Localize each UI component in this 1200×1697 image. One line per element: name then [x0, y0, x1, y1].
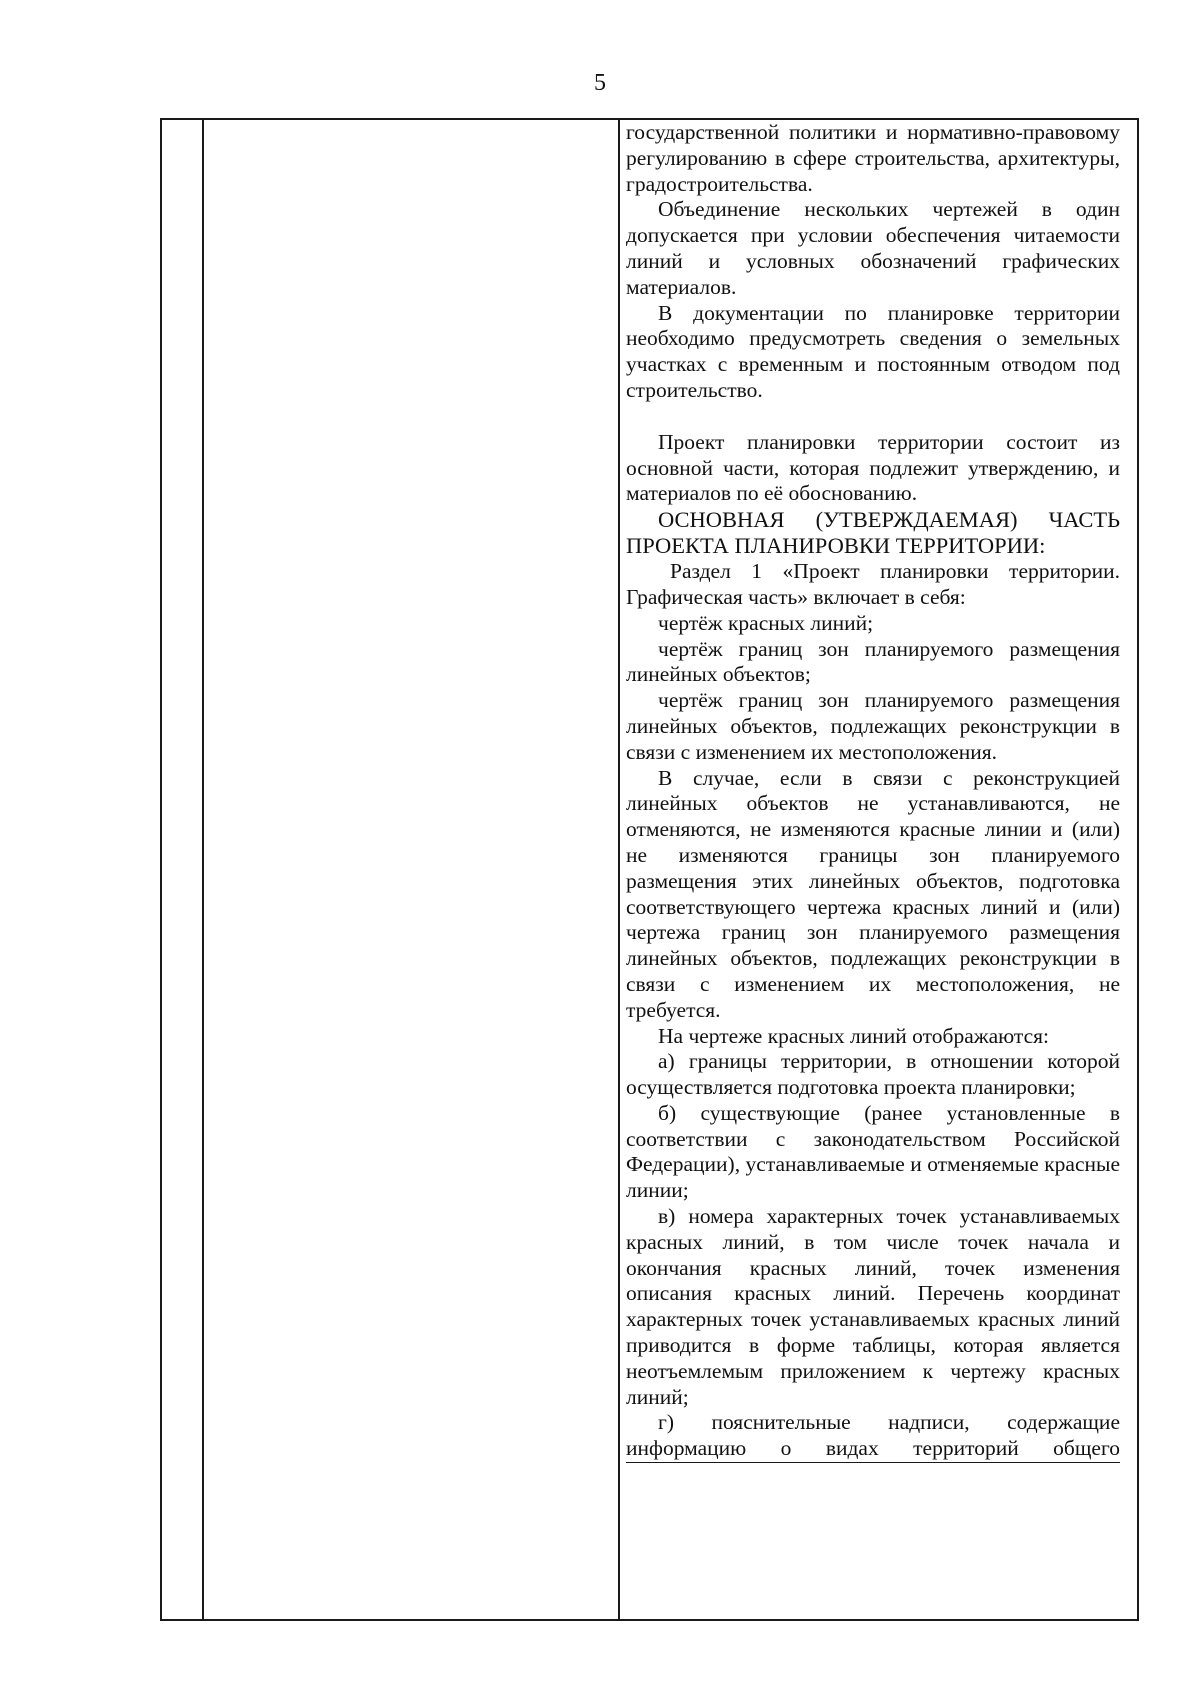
list-item-zones-drawing: чертёж границ зон планируемого размещения линейных объектов;: [626, 636, 1120, 687]
section-heading: ОСНОВНАЯ (УТВЕРЖДАЕМАЯ) ЧАСТЬ ПРОЕКТА ПЛАНИРОВКИ ТЕРРИТОРИИ:: [626, 507, 1120, 559]
table-column-divider-1: [202, 120, 204, 1619]
paragraph-red-lines-displayed: На чертеже красных линий отображаются:: [658, 1023, 1049, 1048]
document-table: [160, 118, 1139, 1621]
list-item-v: в) номера характерных точек устанавливаемых красных линий, в том числе точек начала и окончания красных линий, точек изменения описания красных линий. Перечень координат характерных точек устанавливаемых красных линий приводится в форме таблицы, которая является неотъемлемым приложением к чертежу красных линий;: [626, 1204, 1120, 1409]
table-cell-content: [626, 120, 1120, 1463]
list-item-b: б) существующие (ранее установленные в соответствии с законодательством Российской Федерации), устанавливаемые и отменяемые красные линии;: [626, 1100, 1120, 1203]
list-item-a: а) границы территории, в отношении которой осуществляется подготовка проекта планировки;: [626, 1049, 1120, 1100]
paragraph-section-1: Раздел 1 «Проект планировки территории. Графическая часть» включает в себя:: [626, 559, 1120, 609]
list-item-red-lines-drawing: чертёж красных линий;: [658, 610, 874, 635]
paragraph-project-composition: Проект планировки территории состоит из основной части, которая подлежит утверждению, и материалов по её обоснованию.: [626, 429, 1120, 506]
list-item-reconstruction-drawing: чертёж границ зон планируемого размещения линейных объектов, подлежащих реконструкции в связи с изменением их местоположения.: [626, 688, 1120, 764]
table-column-divider-2: [618, 120, 620, 1619]
page-number: 5: [594, 70, 606, 96]
paragraph-reconstruction-case: В случае, если в связи с реконструкцией линейных объектов не устанавливаются, не отменяются, не изменяются красные линии и (или) не изменяются границы зон планируемого размещения этих линейных объектов, подготовка соответствующего чертежа красных линий и (или) чертежа границ зон планируемого размещения линейных объектов, подлежащих реконструкции в связи с изменением их местоположения, не требуется.: [626, 765, 1120, 1022]
paragraph-gap: [626, 404, 1120, 430]
paragraph-continuation: государственной политики и нормативно-правовому регулированию в сфере строительства, архитектуры, градостроительства.: [626, 120, 1120, 196]
paragraph-land-plots: В документации по планировке территории необходимо предусмотреть сведения о земельных участках с временным и постоянным отводом под строительство.: [626, 300, 1120, 402]
paragraph-drawings-merge: Объединение нескольких чертежей в один допускается при условии обеспечения читаемости линий и условных обозначений графических материалов.: [626, 197, 1120, 299]
list-item-g: г) пояснительные надписи, содержащие информацию о видах территорий общего: [626, 1410, 1120, 1463]
